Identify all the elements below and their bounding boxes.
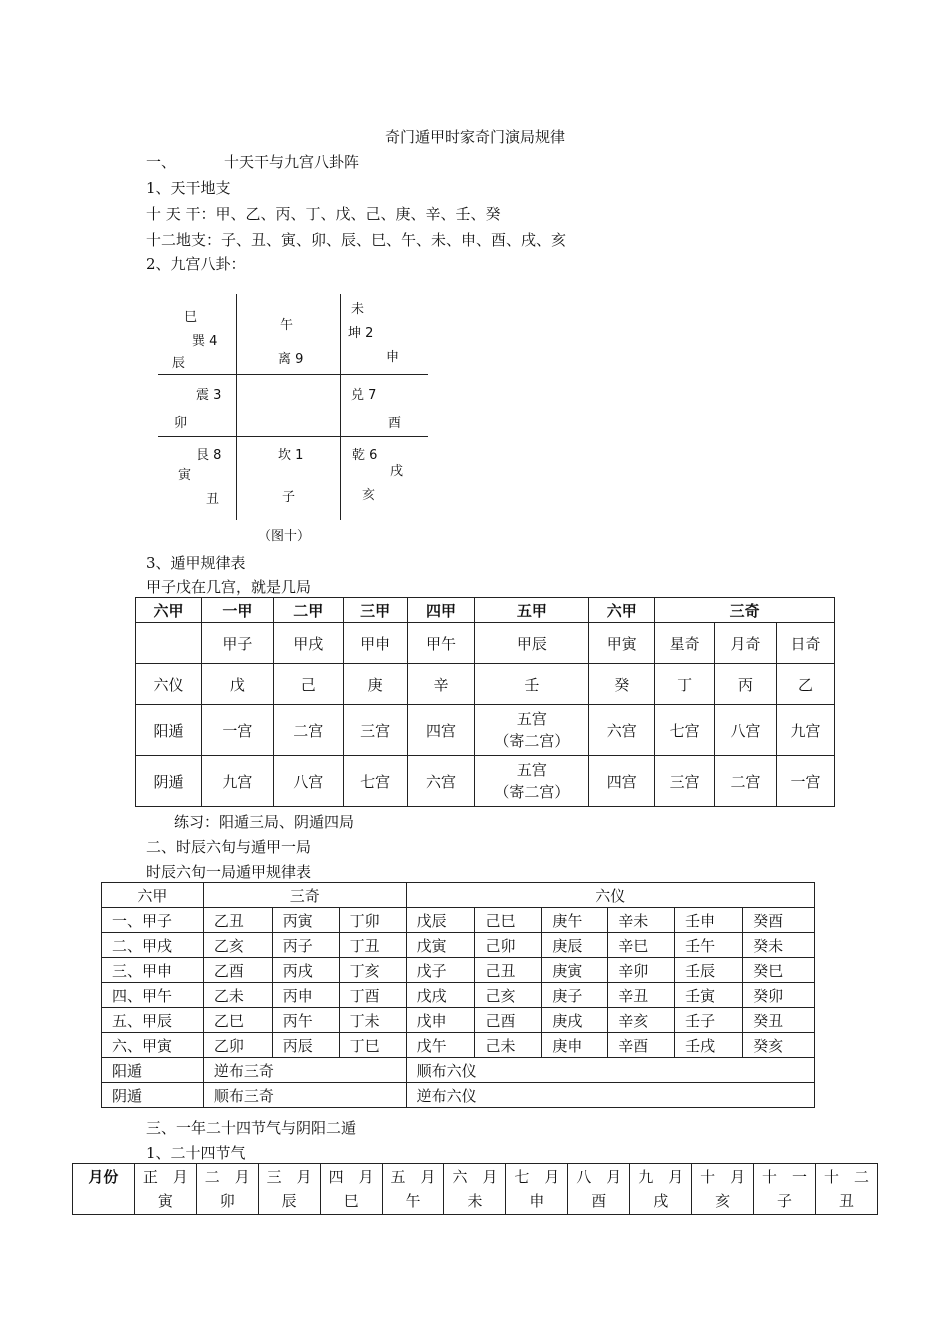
tiangan-line: 十 天 干：甲、乙、丙、丁、戊、己、庚、辛、壬、癸 [146, 205, 501, 223]
table-cell: 乙未 [203, 983, 272, 1008]
month-name: 四 月 [328, 1168, 374, 1186]
table-cell: 阳遁 [136, 705, 202, 756]
table-cell: 壬辰 [675, 958, 743, 983]
table-cell: 庚寅 [542, 958, 608, 983]
table-cell: 壬子 [675, 1008, 743, 1033]
table-row [102, 958, 815, 983]
trigram-kun: 坤 2 [348, 326, 374, 341]
section-number: 一、 [146, 153, 177, 171]
table-cell: 四宫 [589, 756, 655, 807]
subheading-tiangan-dizhi: 1、天干地支 [146, 179, 231, 197]
table-cell: 六宫 [407, 756, 475, 807]
table-cell [475, 705, 589, 756]
month-name: 六 月 [452, 1168, 498, 1186]
table-cell: 辛亥 [608, 1008, 675, 1033]
header-cell: 五甲 [475, 598, 589, 623]
table-cell: 丁 [655, 664, 715, 705]
table-cell: 戊午 [406, 1033, 475, 1058]
subheading-dunjia-table: 3、遁甲规律表 [146, 554, 246, 572]
cell-line: 五宫 [516, 710, 547, 728]
table-row [102, 983, 815, 1008]
table-cell: 丙 [715, 664, 777, 705]
table-cell: 壬申 [675, 908, 743, 933]
table-cell: 六宫 [589, 705, 655, 756]
table-cell: 一宫 [777, 756, 835, 807]
month-cell [444, 1164, 506, 1215]
table-cell: 己卯 [475, 933, 542, 958]
table-cell: 辛卯 [608, 958, 675, 983]
table-cell: 丙辰 [272, 1033, 339, 1058]
month-name: 十 一 [762, 1168, 808, 1186]
table-row [73, 1164, 878, 1215]
table-cell: 癸亥 [743, 1033, 815, 1058]
page-title: 奇门遁甲时家奇门演局规律 [384, 128, 565, 146]
table-cell: 壬戌 [675, 1033, 743, 1058]
table-cell: 癸 [589, 664, 655, 705]
table-cell: 辛巳 [608, 933, 675, 958]
table-cell: 三、甲申 [102, 958, 204, 983]
month-cell [754, 1164, 816, 1215]
table-cell: 甲辰 [475, 623, 589, 664]
table-body [102, 908, 815, 1058]
month-cell [382, 1164, 444, 1215]
table-cell: 七宫 [343, 756, 407, 807]
table-cell: 己丑 [475, 958, 542, 983]
trigram-zhen: 震 3 [196, 388, 222, 403]
table-cell: 顺布六仪 [406, 1058, 814, 1083]
month-name: 正 月 [142, 1168, 188, 1186]
shichen-liuxun-table [101, 882, 815, 1108]
grid-line [158, 374, 428, 375]
table-cell: 丁酉 [339, 983, 406, 1008]
cell-line: （寄二宫） [494, 732, 570, 750]
table-cell: 丙寅 [272, 908, 339, 933]
branch-you: 酉 [388, 416, 402, 431]
header-cell: 二甲 [273, 598, 343, 623]
trigram-dui: 兑 7 [351, 388, 377, 403]
table-cell: 甲子 [201, 623, 273, 664]
table-cell: 壬 [475, 664, 589, 705]
table-cell: 乙亥 [203, 933, 272, 958]
table-cell: 五、甲辰 [102, 1008, 204, 1033]
table-row [136, 664, 835, 705]
table-cell: 己巳 [475, 908, 542, 933]
trigram-qian: 乾 6 [352, 448, 378, 463]
month-branch: 寅 [157, 1192, 173, 1210]
month-name: 十 月 [700, 1168, 746, 1186]
table-cell: 逆布六仪 [406, 1083, 814, 1108]
table-cell: 癸酉 [743, 908, 815, 933]
month-cell [816, 1164, 878, 1215]
table-cell: 戊 [201, 664, 273, 705]
table-cell: 甲午 [407, 623, 475, 664]
table-row [102, 908, 815, 933]
table-row [102, 1008, 815, 1033]
table-row [136, 623, 835, 664]
month-branch: 未 [467, 1192, 483, 1210]
month-branch: 巳 [343, 1192, 359, 1210]
subheading-jieqi: 1、二十四节气 [146, 1144, 246, 1162]
month-cell [134, 1164, 196, 1215]
table-cell: 甲申 [343, 623, 407, 664]
table-cell: 日奇 [777, 623, 835, 664]
month-branch: 辰 [281, 1192, 297, 1210]
table-cell: 月奇 [715, 623, 777, 664]
branch-wei: 未 [351, 302, 365, 317]
header-cell: 三奇 [655, 598, 835, 623]
table-cell: 庚 [343, 664, 407, 705]
table-row [102, 933, 815, 958]
table-cell: 乙卯 [203, 1033, 272, 1058]
grid-line [236, 294, 237, 520]
table-cell: 丁卯 [339, 908, 406, 933]
table-cell: 丙申 [272, 983, 339, 1008]
table-cell: 甲戌 [273, 623, 343, 664]
table-cell: 庚辰 [542, 933, 608, 958]
branch-yin: 寅 [178, 468, 192, 483]
branch-shen: 申 [386, 350, 400, 365]
table-cell: 己 [273, 664, 343, 705]
month-branch: 申 [529, 1192, 545, 1210]
table-row [136, 756, 835, 807]
table-cell: 壬寅 [675, 983, 743, 1008]
trigram-kan: 坎 1 [278, 448, 304, 463]
trigram-xun: 巽 4 [192, 334, 218, 349]
table1-intro: 甲子戊在几宫，就是几局 [146, 578, 312, 596]
table-cell: 二宫 [273, 705, 343, 756]
figure-caption: （图十） [258, 529, 311, 544]
table-row [102, 1058, 815, 1083]
table-row [102, 1033, 815, 1058]
table-cell: 乙丑 [203, 908, 272, 933]
jieqi-month-table [72, 1163, 878, 1215]
table-cell: 戊戌 [406, 983, 475, 1008]
table-cell: 辛酉 [608, 1033, 675, 1058]
month-branch: 戌 [653, 1192, 669, 1210]
table-cell: 星奇 [655, 623, 715, 664]
month-cell [196, 1164, 258, 1215]
header-cell: 三甲 [343, 598, 407, 623]
table-cell: 戊子 [406, 958, 475, 983]
table-cell: 庚午 [542, 908, 608, 933]
table-cell: 癸巳 [743, 958, 815, 983]
table-cell: 丙戌 [272, 958, 339, 983]
month-branch: 丑 [839, 1192, 855, 1210]
trigram-gen: 艮 8 [196, 448, 222, 463]
table-cell: 戊寅 [406, 933, 475, 958]
table-cell: 癸丑 [743, 1008, 815, 1033]
branch-chen: 辰 [172, 356, 186, 371]
table-cell: 八宫 [715, 705, 777, 756]
table-cell: 戊辰 [406, 908, 475, 933]
month-name: 九 月 [638, 1168, 684, 1186]
month-cell [568, 1164, 630, 1215]
month-name: 八 月 [576, 1168, 622, 1186]
table-cell: 阳遁 [102, 1058, 204, 1083]
table-cell: 丙午 [272, 1008, 339, 1033]
table-cell: 甲寅 [589, 623, 655, 664]
table-row [136, 705, 835, 756]
table-cell: 二、甲戌 [102, 933, 204, 958]
branch-wu: 午 [280, 318, 294, 333]
header-cell: 六甲 [136, 598, 202, 623]
month-cell [258, 1164, 320, 1215]
table-cell: 癸卯 [743, 983, 815, 1008]
cell-line: 五宫 [516, 761, 547, 779]
month-name: 三 月 [266, 1168, 312, 1186]
branch-si: 巳 [184, 310, 198, 325]
table-cell: 丁巳 [339, 1033, 406, 1058]
table-cell: 壬午 [675, 933, 743, 958]
table-cell: 一宫 [201, 705, 273, 756]
table-cell: 戊申 [406, 1008, 475, 1033]
month-cell [320, 1164, 382, 1215]
section-text: 十天干与九宫八卦阵 [224, 153, 360, 171]
table-cell: 九宫 [201, 756, 273, 807]
table-cell: 六、甲寅 [102, 1033, 204, 1058]
table-header-row [136, 598, 835, 623]
table-cell [475, 756, 589, 807]
month-cell [630, 1164, 692, 1215]
subheading-jiugong: 2、九宫八卦： [146, 255, 246, 273]
table-cell: 辛 [407, 664, 475, 705]
grid-line [158, 436, 428, 437]
table-cell: 七宫 [655, 705, 715, 756]
table-cell: 阴遁 [102, 1083, 204, 1108]
table-cell: 逆布三奇 [203, 1058, 406, 1083]
month-name: 十 二 [824, 1168, 870, 1186]
table-cell: 六仪 [136, 664, 202, 705]
table-cell: 三宫 [655, 756, 715, 807]
jiugong-diagram [156, 294, 431, 524]
table-cell: 阴遁 [136, 756, 202, 807]
header-cell: 六甲 [589, 598, 655, 623]
month-cell [692, 1164, 754, 1215]
section-heading-3: 三、一年二十四节气与阴阳二遁 [146, 1119, 357, 1137]
header-cell: 六仪 [406, 883, 814, 908]
table2-title: 时辰六旬一局遁甲规律表 [146, 863, 312, 881]
table-cell: 己亥 [475, 983, 542, 1008]
dunjia-rule-table [135, 597, 835, 807]
table-cell: 丁亥 [339, 958, 406, 983]
practice-note: 练习：阳遁三局、阴遁四局 [174, 813, 355, 831]
table-cell: 己未 [475, 1033, 542, 1058]
table-header-row [102, 883, 815, 908]
month-branch: 子 [777, 1192, 793, 1210]
month-branch: 酉 [591, 1192, 607, 1210]
table-cell: 九宫 [777, 705, 835, 756]
header-cell: 三奇 [203, 883, 406, 908]
header-cell: 六甲 [102, 883, 204, 908]
header-cell: 月份 [73, 1164, 135, 1215]
table-cell: 乙巳 [203, 1008, 272, 1033]
branch-hai: 亥 [362, 488, 376, 503]
table-cell: 癸未 [743, 933, 815, 958]
branch-zi: 子 [282, 490, 296, 505]
section-heading-1 [146, 151, 359, 172]
table-cell: 丙子 [272, 933, 339, 958]
section-heading-2: 二、时辰六旬与遁甲一局 [146, 838, 312, 856]
cell-line: （寄二宫） [494, 783, 570, 801]
table-cell: 己酉 [475, 1008, 542, 1033]
header-cell: 四甲 [407, 598, 475, 623]
header-cell: 一甲 [201, 598, 273, 623]
table-cell: 四宫 [407, 705, 475, 756]
trigram-li: 离 9 [278, 352, 304, 367]
table-cell: 四、甲午 [102, 983, 204, 1008]
table-cell: 乙酉 [203, 958, 272, 983]
table-cell: 乙 [777, 664, 835, 705]
table-cell: 丁丑 [339, 933, 406, 958]
branch-mao: 卯 [174, 416, 188, 431]
month-branch: 亥 [715, 1192, 731, 1210]
table-cell: 辛未 [608, 908, 675, 933]
table-cell: 三宫 [343, 705, 407, 756]
month-name: 五 月 [390, 1168, 436, 1186]
table-cell: 顺布三奇 [203, 1083, 406, 1108]
month-name: 二 月 [204, 1168, 250, 1186]
dizhi-line: 十二地支：子、丑、寅、卯、辰、巳、午、未、申、酉、戌、亥 [146, 231, 567, 249]
table-cell: 一、甲子 [102, 908, 204, 933]
month-name: 七 月 [514, 1168, 560, 1186]
table-cell [136, 623, 202, 664]
month-branch: 卯 [219, 1192, 235, 1210]
table-cell: 丁未 [339, 1008, 406, 1033]
branch-xu: 戌 [390, 464, 404, 479]
table-cell: 八宫 [273, 756, 343, 807]
table-cell: 庚申 [542, 1033, 608, 1058]
table-cell: 庚戌 [542, 1008, 608, 1033]
branch-chou: 丑 [206, 492, 220, 507]
month-cell [506, 1164, 568, 1215]
table-cell: 辛丑 [608, 983, 675, 1008]
table-cell: 二宫 [715, 756, 777, 807]
table-row [102, 1083, 815, 1108]
grid-line [340, 294, 341, 520]
month-branch: 午 [405, 1192, 421, 1210]
table-cell: 庚子 [542, 983, 608, 1008]
